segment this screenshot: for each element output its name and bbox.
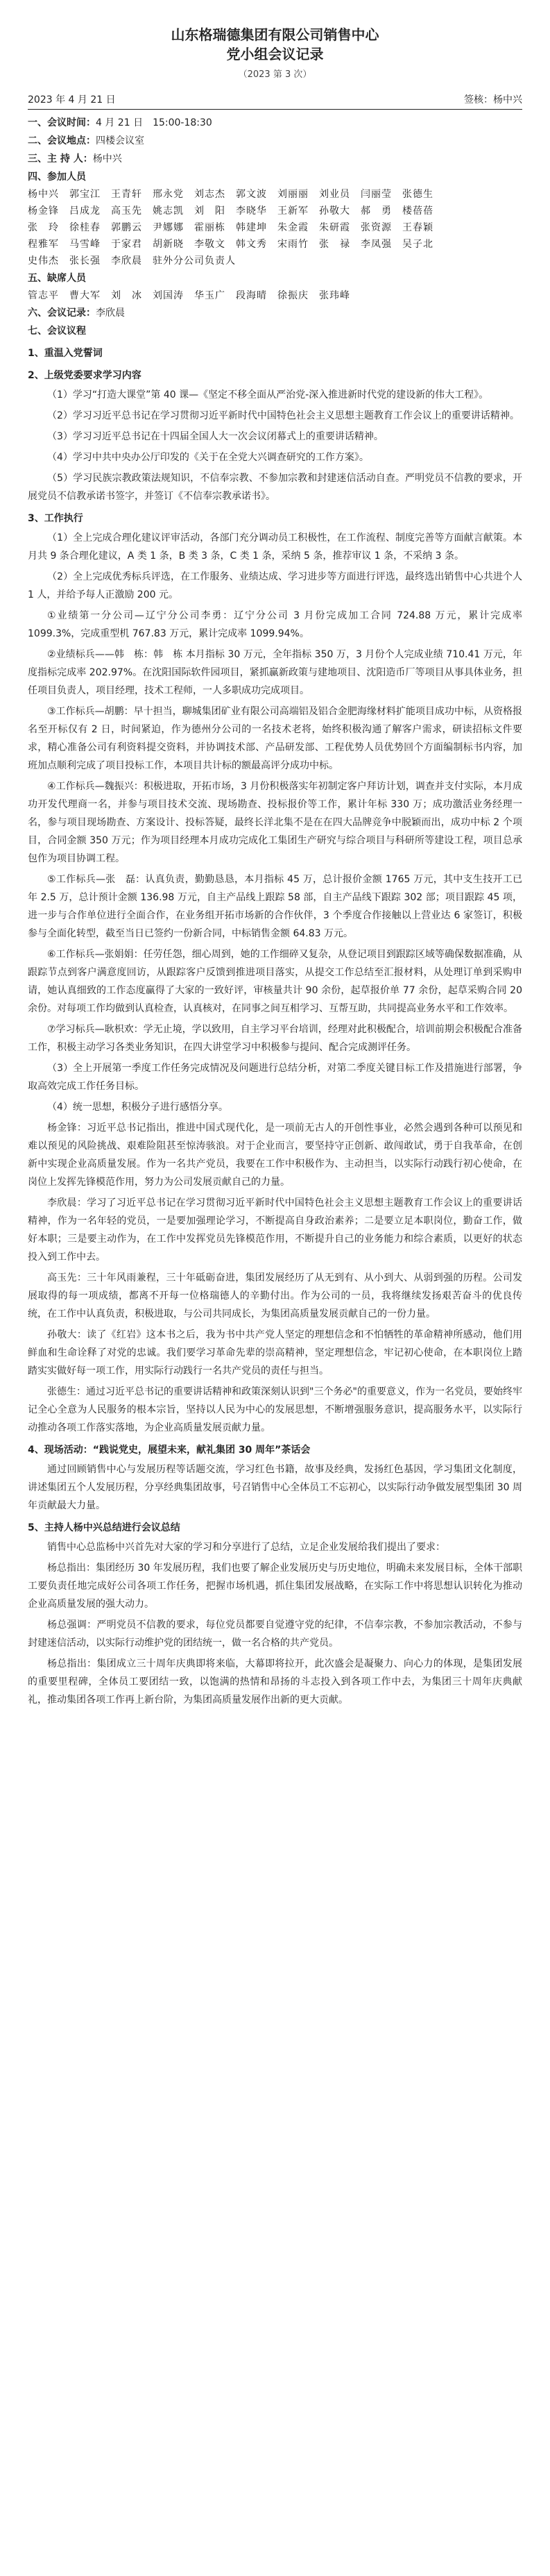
paragraph: ⑤工作标兵—张 磊：认真负责，勤勤恳恳，本月指标 45 万，总计报价金额 1765 万元，其中支生技开工已年 2.5 万，总计预计金额 136.98 万元，自主产品线上跟踪 58 部，自主产品线下跟踪 302 部；项目跟踪 45 项，进一步与合作单位进行全面合作，在业务组开拓市场新的合作伙伴，3 个季度合作接触以上营业达 6 家签订，积极参与全面化转型，截至当日已签约一份新合同，中标销售金额 64.83 万元。 [28, 874, 522, 939]
absent-label: 五、缺席人员 [28, 273, 86, 284]
paragraph: （2）学习习近平总书记在学习贯彻习近平新时代中国特色社会主义思想主题教育工作会议上的重要讲话精神。 [47, 410, 519, 421]
paragraph: （1）学习“打造大课堂”第 40 课—《坚定不移全面从严治党-深入推进新时代党的建设新的伟大工程》。 [47, 389, 489, 401]
paragraph: （1）全上完成合理化建议评审活动，各部门充分调动员工积极性，在工作流程、制度完善等方面献言献策。本月共 9 条合理化建议，A 类 1 条，B 类 3 条，C 类 1 条，采纳 5 条，推荐审议 1 条，不采纳 3 条。 [28, 532, 522, 562]
time-row [28, 114, 522, 132]
signer-name: 杨中兴 [493, 94, 522, 106]
meeting-date: 2023 年 4 月 21 日 [28, 94, 116, 106]
signoff [464, 92, 522, 106]
section-heading: 2、上级党委要求学习内容 [28, 370, 141, 381]
attend-label: 四、参加人员 [28, 171, 86, 183]
org-title: 山东格瑞德集团有限公司销售中心 [171, 26, 379, 43]
agenda-label: 七、会议议程 [28, 326, 86, 337]
attend-line: 杨金锋 吕成龙 高玉先 姚志凯 刘 阳 李晓华 王新军 孙敬大 郝 勇 楼蓓蓓 [28, 205, 433, 217]
paragraph: 张德生：通过习近平总书记的重要讲话精神和政策深刻认识到"三个务必"的重要意义，作为一名党员，要始终牢记全心全意为人民服务的根本宗旨，坚持以人民为中心的发展思想，不断增强服务意识，提高服务水平，以实际行动推动各项工作落实落地，为企业高质量发展贡献力量。 [28, 1386, 522, 1433]
host-value: 杨中兴 [92, 153, 122, 165]
meta-row [28, 80, 522, 110]
section-heading: 1、重温入党誓词 [28, 348, 103, 359]
attend-line: 史伟杰 张长强 李欣晨 驻外分公司负责人 [28, 255, 236, 267]
paragraph: ③工作标兵—胡鹏：早十担当，聊城集团矿业有限公司高端铝及铝合金肥海缘材料扩能项目成功中标，从资格报名至开标仅有 2 日，时间紧迫，作为德州分公司的一名技术老将，始终积极沟通了解客户需求，研读招标文件要求，精心准备公司有利资料提交资料，并协调技术部、产品研发部、工程优势人员优势回个方面编制标书内容，加班加点顺利完成了项目投标工作，本项目共计标的额最高评分成功中标。 [28, 706, 522, 771]
paragraph: 李欣晨：学习了习近平总书记在学习贯彻习近平新时代中国特色社会主义思想主题教育工作会议上的重要讲话精神，作为一名年轻的党员，一是要加强理论学习，不断提高自身政治素养；二是要立足本职岗位，勤奋工作，做好本职；三是要主动作为，在工作中发挥党员先锋模范作用，不断提升自己的业务能力和综合素质，以更好的状态投入到工作中去。 [28, 1197, 522, 1263]
record-content [0, 110, 550, 1709]
paragraph: 杨总指出：集团成立三十周年庆典即将来临，大幕即将拉开，此次盛会是凝聚力、向心力的体现，是集团发展的重要里程碑，全体员工要团结一致，以饱满的热情和昂扬的斗志投入到各项工作中去，为集团三十周年庆典献礼，推动集团各项工作再上新台阶，为集团高质量发展作出新的更大贡献。 [28, 1658, 522, 1706]
paragraph: ⑦学习标兵—耿枳欢：学无止境，学以致用，自主学习平台培训，经理对此积极配合，培训前期会积极配合准备工作，积极主动学习各类业务知识，在四大讲堂学习中积极参与提问、配合完成测评任务。 [28, 1024, 522, 1053]
paragraph: （2）全上完成优秀标兵评选，在工作服务、业绩达成、学习进步等方面进行评选，最终选出销售中心共进个人 1 人，并给予每人正激励 200 元。 [28, 571, 522, 600]
recorder-value: 李欣晨 [96, 308, 125, 319]
agenda-body [28, 344, 522, 1709]
paragraph: 杨总强调：严明党员不信教的要求，每位党员都要自觉遵守党的纪律，不信奉宗教，不参加宗教活动，不参与封建迷信活动，以实际行动维护党的团结统一，做一名合格的共产党员。 [28, 1619, 522, 1649]
paragraph: 杨金锋：习近平总书记指出，推进中国式现代化，是一项前无古人的开创性事业，必然会遇到各种可以预见和难以预见的风险挑战、艰难险阻甚至惊涛骇浪。对于企业而言，要坚持守正创新、敢闯敢试，勇于自我革命，在创新中实现企业高质量发展。作为一名共产党员，我要在工作中积极作为、主动担当，以实际行动践行初心使命，在岗位上发挥先锋模范作用，努力为公司发展贡献自己的力量。 [28, 1122, 522, 1188]
time-value: 4 月 21 日 15:00-18:30 [96, 117, 212, 128]
sign-label: 签核： [464, 94, 493, 106]
paragraph: 销售中心总监杨中兴首先对大家的学习和分享进行了总结，立足企业发展给我们提出了要求： [47, 1542, 445, 1553]
time-label: 一、会议时间： [28, 117, 96, 128]
attend-line: 程雅军 马雪峰 于家君 胡新晓 李敬文 韩文秀 宋雨竹 张 禄 李凤强 吴子北 [28, 239, 433, 250]
absent-names: 管志平 曹大军 刘 冰 刘国涛 华玉广 段海晴 徐振庆 张玮峰 [28, 290, 350, 301]
paragraph: （5）学习民族宗教政策法规知识，不信奉宗教、不参加宗教和封建迷信活动自查。严明党员不信教的要求，开展党员不信教承诺书签字，并签订《不信奉宗教承诺书》。 [28, 473, 522, 502]
paragraph: ②业绩标兵——韩 栋：韩 栋 本月指标 30 万元，全年指标 350 万，3 月份个人完成业绩 710.41 万元，年度指标完成率 202.97%。在沈阳国际软件园项目，紧抓赢新政策与建地项目、沈阳造币厂等项目从事具体业务，担任项目负责人，项目经理，技术工程师，一人多职成功完成项目。 [28, 649, 522, 696]
place-label: 二、会议地点： [28, 135, 96, 146]
host-label: 三、主 持 人： [28, 153, 93, 165]
section-heading: 4、现场活动：“践说党史，展望未来，献礼集团 30 周年”茶话会 [28, 1445, 311, 1456]
doc-number: （2023 第 3 次） [238, 69, 312, 80]
paragraph: ④工作标兵—魏振兴：积极进取，开拓市场，3 月份积极落实年初制定客户拜访计划，调查并支付实际，本月成功开发代理商一名，并参与项目技术交流、现场勘查、投标报价等工作，累计年标 330 万；成功激活业务经理一名，参与项目现场勘查、方案设计、投标答疑，最终长洋北集不是在在四大品牌竞争中脱颖而出，成功中标 2 个项目，合同金额 350 万元；作为项目经理本月成功完成化工集团生产研究与综合项目与科研所等建设工程，项目总承包作为项目协调工程。 [28, 781, 522, 864]
paragraph: （3）学习习近平总书记在十四届全国人大一次会议闭幕式上的重要讲话精神。 [47, 431, 384, 442]
paragraph: ①业绩第一分公司—辽宁分公司李勇：辽宁分公司 3 月份完成加工合同 724.88 万元，累计完成率 1099.3%，完成重型机 767.83 万元，累计完成率 1099.94%。 [28, 610, 522, 639]
host-row [28, 150, 522, 168]
place-row [28, 132, 522, 150]
paragraph: （4）统一思想，积极分子进行感悟分享。 [47, 1102, 228, 1113]
section-heading: 5、主持人杨中兴总结进行会议总结 [28, 1522, 180, 1533]
attend-line: 张 玲 徐桂春 郭鹏云 尹娜娜 霍丽栋 韩建坤 朱金霞 朱研霞 张资源 王春颖 [28, 222, 433, 233]
recorder-label: 六、会议记录： [28, 308, 96, 319]
paragraph: 高玉先：三十年风雨兼程，三十年砥砺奋进，集团发展经历了从无到有、从小到大、从弱到强的历程。公司发展取得的每一项成绩，都离不开每一位格瑞德人的辛勤付出。作为公司的一员，我将继续发扬艰苦奋斗的优良传统，在工作中认真负责，积极进取，与公司共同成长，为集团高质量发展贡献自己的一份力量。 [28, 1272, 522, 1320]
paragraph: ⑥工作标兵—张娟娟：任劳任怨，细心周到，她的工作细碎又复杂，从登记项目到跟踪区域等确保数据准确，从跟踪节点到客户满意度回访，从跟踪客户反馈到推进项目落实，从提交工作总结至汇报材料，从处理订单到采购申请，她认真细致的工作态度赢得了大家的一致好评，审核量共计 90 余份，起草报价单 77 余份，起草采购合同 20 余份。对每项工作均做到认真检查，认真核对，在同事之间互相学习、互帮互助，共同提高业务水平和工作效率。 [28, 949, 522, 1014]
paragraph: （4）学习中共中央办公厅印发的《关于在全党大兴调查研究的工作方案》。 [47, 452, 369, 463]
place-value: 四楼会议室 [96, 135, 144, 146]
section-heading: 3、工作执行 [28, 513, 83, 524]
paragraph: 杨总指出：集团经历 30 年发展历程，我们也要了解企业发展历史与历史地位，明确未来发展目标，全体干部职工要负责任地完成好公司各项工作任务，把握市场机遇，抓住集团发展战略，在实际工作中将思想认识转化为推动企业高质量发展的强大动力。 [28, 1563, 522, 1610]
paragraph: （3）全上开展第一季度工作任务完成情况及问题进行总结分析，对第二季度关键目标工作及措施进行部署，争取高效完成工作任务目标。 [28, 1063, 522, 1092]
paragraph: 通过回顾销售中心与发展历程等话题交流，学习红色书籍，故事及经典，发扬红色基因，学习集团文化制度，讲述集团五个人发展历程，分享经典集团故事，号召销售中心全体员工不忘初心，以实际行动争做发展型集团 30 周年贡献最大力量。 [28, 1464, 522, 1511]
attend-line: 杨中兴 郭宝江 王青轩 邢永党 刘志杰 郭文波 刘丽丽 刘业员 闫丽莹 张德生 [28, 189, 433, 200]
paragraph: 孙敬大：读了《红岩》这本书之后，我为书中共产党人坚定的理想信念和不怕牺牲的革命精神所感动，他们用鲜血和生命诠释了对党的忠诚。我们要学习革命先辈的崇高精神，坚定理想信念，牢记初心使命，在本职岗位上踏踏实实做好每一项工作，用实际行动践行一名共产党员的责任与担当。 [28, 1329, 522, 1377]
recorder-row [28, 304, 522, 322]
doc-title: 党小组会议记录 [226, 46, 324, 62]
